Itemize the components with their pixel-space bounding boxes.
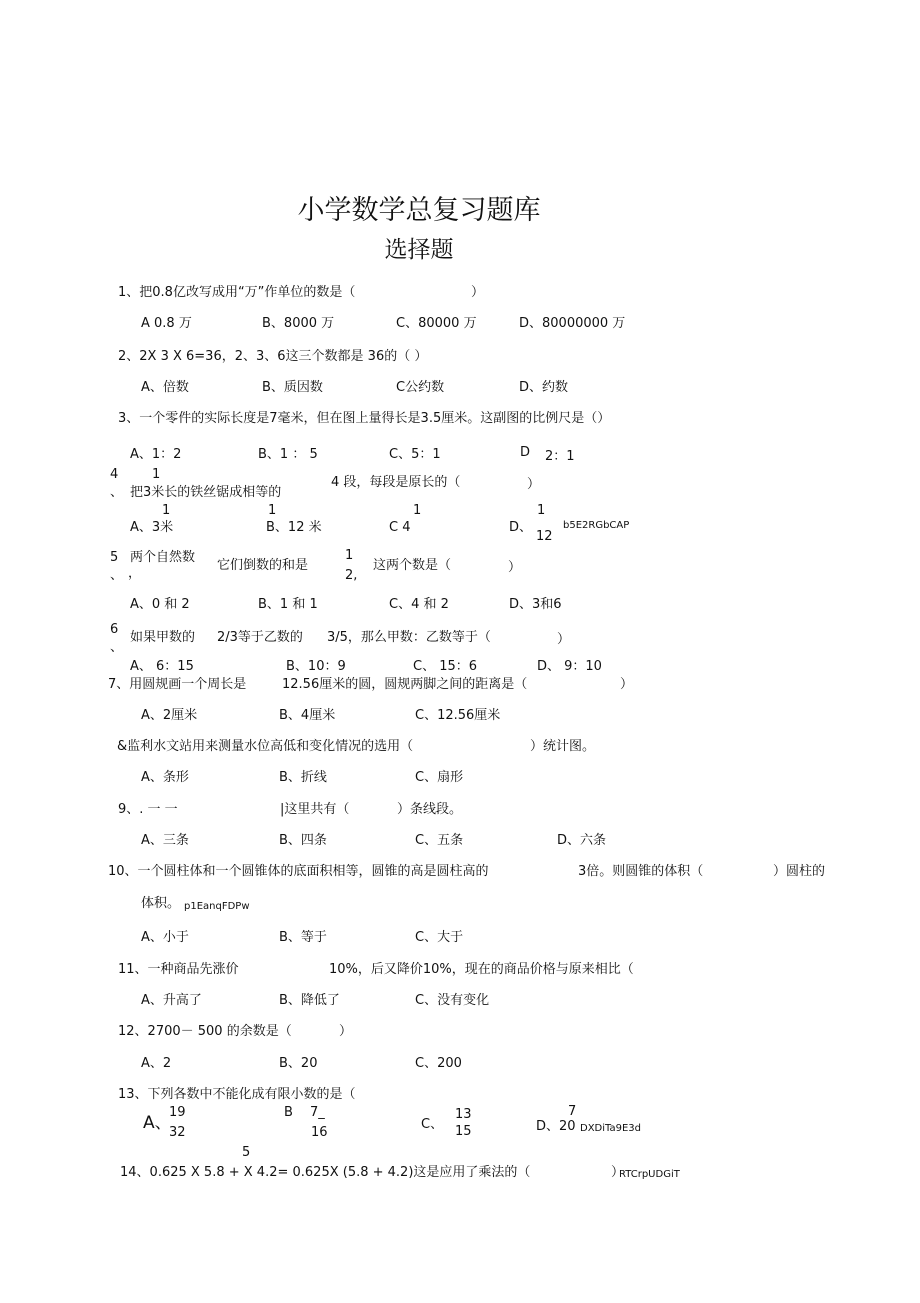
question-3-option-d-label: D bbox=[520, 445, 531, 460]
question-9-option-c: C、五条 bbox=[415, 833, 464, 848]
question-10-option-a: A、小于 bbox=[141, 930, 189, 945]
question-7-stem-a: 7、用圆规画一个周长是 bbox=[108, 677, 247, 692]
question-2-option-d: D、约数 bbox=[519, 380, 569, 395]
question-13-option-d: D、20 bbox=[536, 1119, 576, 1134]
question-1-stem: 1、把0.8亿改写成用“万”作单位的数是（ bbox=[118, 285, 356, 300]
question-7-stem-b: 12.56厘米的圆，圆规两脚之间的距离是（ bbox=[282, 677, 528, 692]
question-5-comma: ， bbox=[128, 566, 142, 581]
question-14-fraction-top: 5 bbox=[242, 1145, 251, 1160]
question-4-stem-left: 把3米长的铁丝锯成相等的 bbox=[130, 485, 282, 500]
question-4-option-d-bottom: 12 bbox=[536, 529, 553, 544]
question-1-option-b: B、8000 万 bbox=[262, 316, 335, 331]
question-9-stem-a: 9、. 一 一 bbox=[118, 802, 178, 817]
question-13-option-b-bottom: 16 bbox=[311, 1125, 328, 1140]
question-14-close: ） bbox=[611, 1165, 625, 1180]
question-11-option-a: A、升高了 bbox=[141, 993, 202, 1008]
question-4-noise-text: b5E2RGbCAP bbox=[563, 520, 630, 531]
question-4-option-c-top: 1 bbox=[413, 503, 422, 518]
page-subtitle: 选择题 bbox=[384, 237, 454, 263]
question-1-option-a: A 0.8 万 bbox=[141, 316, 192, 331]
question-4-stem-right: 4 段，每段是原长的（ bbox=[331, 475, 461, 490]
question-13-option-a-bottom: 32 bbox=[169, 1125, 186, 1140]
question-8-option-c: C、扇形 bbox=[415, 770, 464, 785]
question-11-stem-a: 11、一种商品先涨价 bbox=[118, 962, 239, 977]
question-3-option-c: C、5：1 bbox=[389, 447, 441, 462]
question-7-close: ） bbox=[620, 677, 634, 692]
question-5-stem-b: 它们倒数的和是 bbox=[217, 558, 309, 573]
question-6-stem-c: 3/5，那么甲数：乙数等于（ bbox=[327, 630, 491, 645]
question-3-option-a: A、1：2 bbox=[130, 447, 182, 462]
question-11-option-c: C、没有变化 bbox=[415, 993, 490, 1008]
question-4-separator: 、 bbox=[110, 485, 124, 500]
question-6-separator: 、 bbox=[110, 640, 124, 655]
question-3-stem: 3、一个零件的实际长度是7毫米，但在图上量得长是3.5厘米。这副图的比例尺是（） bbox=[118, 411, 611, 426]
question-2-stem: 2、2X 3 X 6=36，2、3、6这三个数都是 36的（ ） bbox=[118, 349, 428, 364]
question-4-option-c: C 4 bbox=[389, 520, 411, 535]
question-10-option-b: B、等于 bbox=[279, 930, 327, 945]
question-4-option-d: D、 bbox=[509, 520, 533, 535]
question-10-stem-c: ）圆柱的 bbox=[773, 864, 826, 879]
question-6-option-b: B、10：9 bbox=[286, 659, 346, 674]
question-5-close: ） bbox=[508, 560, 522, 575]
question-2-option-c: C公约数 bbox=[396, 380, 445, 395]
question-8-stem: &监利水文站用来测量水位高低和变化情况的选用（ bbox=[117, 739, 414, 754]
question-2-option-b: B、质因数 bbox=[262, 380, 323, 395]
question-1-option-d: D、80000000 万 bbox=[519, 316, 626, 331]
question-5-fraction-top: 1 bbox=[345, 548, 354, 563]
question-7-option-a: A、2厘米 bbox=[141, 708, 198, 723]
question-9-option-d: D、六条 bbox=[557, 833, 607, 848]
question-9-option-b: B、四条 bbox=[279, 833, 327, 848]
question-12-stem: 12、2700－ 500 的余数是（ bbox=[118, 1024, 292, 1039]
question-13-option-a-top: 19 bbox=[169, 1105, 186, 1120]
question-5-fraction-bottom: 2, bbox=[345, 568, 358, 583]
question-13-option-c-bottom: 15 bbox=[455, 1124, 472, 1139]
question-3-option-d: 2：1 bbox=[545, 449, 575, 464]
question-1-close: ） bbox=[471, 285, 485, 300]
question-13-option-c-label: C、 bbox=[421, 1117, 444, 1132]
question-13-noise-text: DXDiTa9E3d bbox=[580, 1123, 642, 1134]
question-6-stem-a: 如果甲数的 bbox=[130, 630, 196, 645]
question-13-option-b-label: B bbox=[284, 1105, 293, 1120]
question-4-option-a-top: 1 bbox=[162, 503, 171, 518]
question-5-stem-a: 两个自然数 bbox=[130, 550, 196, 565]
question-2-option-a: A、倍数 bbox=[141, 380, 189, 395]
question-8-close: ）统计图。 bbox=[530, 739, 596, 754]
question-9-stem-b: |这里共有（ bbox=[280, 802, 350, 817]
question-6-option-a: A、 6：15 bbox=[130, 659, 194, 674]
question-13-option-a-label: A、 bbox=[143, 1113, 172, 1133]
question-10-line2: 体积。 bbox=[141, 896, 181, 911]
question-6-number: 6 bbox=[110, 622, 119, 637]
question-12-option-c: C、200 bbox=[415, 1056, 462, 1071]
question-4-option-b-top: 1 bbox=[268, 503, 277, 518]
question-11-stem-b: 10%，后又降价10%，现在的商品价格与原来相比（ bbox=[329, 962, 634, 977]
question-11-option-b: B、降低了 bbox=[279, 993, 340, 1008]
question-10-option-c: C、大于 bbox=[415, 930, 464, 945]
question-5-option-d: D、3和6 bbox=[509, 597, 562, 612]
question-8-option-a: A、条形 bbox=[141, 770, 189, 785]
question-10-stem-a: 10、一个圆柱体和一个圆锥体的底面积相等，圆锥的高是圆柱高的 bbox=[108, 864, 489, 879]
question-6-option-d: D、 9：10 bbox=[537, 659, 602, 674]
question-1-option-c: C、80000 万 bbox=[396, 316, 477, 331]
question-6-close: ） bbox=[557, 632, 571, 647]
question-4-option-b: B、12 米 bbox=[266, 520, 322, 535]
question-4-fraction-top: 1 bbox=[152, 467, 161, 482]
question-4-number: 4 bbox=[110, 467, 119, 482]
question-4-option-d-top: 1 bbox=[537, 503, 546, 518]
question-6-stem-b: 2/3等于乙数的 bbox=[217, 630, 303, 645]
question-5-stem-c: 这两个数是（ bbox=[373, 558, 452, 573]
question-3-option-b: B、1 ： 5 bbox=[258, 447, 318, 462]
question-5-option-b: B、1 和 1 bbox=[258, 597, 318, 612]
question-10-noise-text: p1EanqFDPw bbox=[184, 901, 250, 912]
question-5-separator: 、 bbox=[110, 568, 124, 583]
question-5-number: 5 bbox=[110, 550, 119, 565]
question-13-option-b-top: 7_ bbox=[310, 1105, 325, 1120]
question-13-stem: 13、下列各数中不能化成有限小数的是（ bbox=[118, 1087, 356, 1102]
question-13-option-d-top: 7 bbox=[568, 1104, 577, 1119]
question-10-stem-b: 3倍。则圆锥的体积（ bbox=[578, 864, 704, 879]
question-4-close: ） bbox=[527, 477, 541, 492]
question-13-option-c-top: 13 bbox=[455, 1107, 472, 1122]
question-12-close: ） bbox=[339, 1024, 353, 1039]
question-12-option-b: B、20 bbox=[279, 1056, 318, 1071]
question-14-noise-text: RTCrpUDGiT bbox=[619, 1169, 680, 1180]
question-5-option-a: A、0 和 2 bbox=[130, 597, 190, 612]
question-8-option-b: B、折线 bbox=[279, 770, 327, 785]
page-title: 小学数学总复习题库 bbox=[297, 195, 541, 226]
question-9-stem-c: ）条线段。 bbox=[397, 802, 463, 817]
question-4-option-a: A、3米 bbox=[130, 520, 174, 535]
question-7-option-c: C、12.56厘米 bbox=[415, 708, 501, 723]
question-12-option-a: A、2 bbox=[141, 1056, 172, 1071]
question-9-option-a: A、三条 bbox=[141, 833, 189, 848]
question-7-option-b: B、4厘米 bbox=[279, 708, 336, 723]
question-6-option-c: C、 15：6 bbox=[413, 659, 478, 674]
question-14-stem: 14、0.625 X 5.8 + X 4.2= 0.625X (5.8 + 4.2)这是应用了乘法的（ bbox=[120, 1165, 531, 1180]
question-5-option-c: C、4 和 2 bbox=[389, 597, 449, 612]
